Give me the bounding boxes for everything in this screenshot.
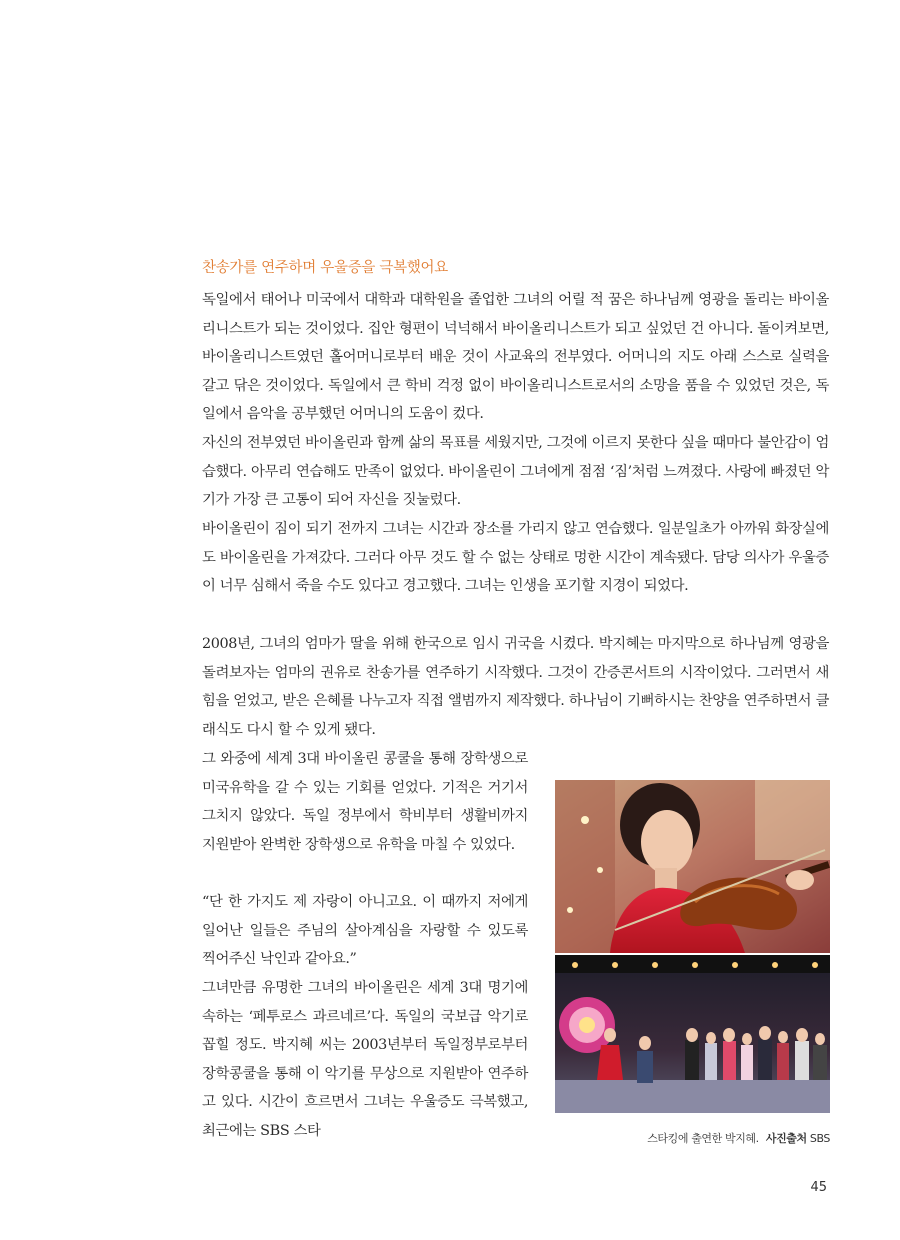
caption-credit-source: SBS bbox=[809, 1132, 830, 1145]
paragraph-3: 바이올린이 짐이 되기 전까지 그녀는 시간과 장소를 가리지 않고 연습했다. 일분일초가 아까워 화장실에도 바이올린을 가져갔다. 그러다 아무 것도 할 수 없는 상태로 멍한 시간이 계속됐다. 담당 의사가 우울증이 너무 심해서 죽을 수도 있다고 경고했다. 그녀는 인생을 포기할 지경이 되었다. bbox=[202, 521, 829, 595]
caption-credit-label: 사진출처 bbox=[765, 1132, 807, 1145]
paragraph-1: 독일에서 태어나 미국에서 대학과 대학원을 졸업한 그녀의 어릴 적 꿈은 하나님께 영광을 돌리는 바이올리니스트가 되는 것이었다. 집안 형편이 넉넉해서 바이올리니스트가 되고 싶었던 건 아니다. 돌이켜보면, 바이올리니스트였던 홀어머니로부터 배운 것이 사교육의 전부였다. 어머니의 지도 아래 스스로 실력을 갈고 닦은 것이었다. 독일에서 큰 학비 걱정 없이 바이올리니스트로서의 소망을 품을 수 있었던 것은, 독일에서 음악을 공부했던 어머니의 도움이 컸다. bbox=[202, 292, 829, 423]
paragraph-2: 자신의 전부였던 바이올린과 함께 삶의 목표를 세웠지만, 그것에 이르지 못한다 싶을 때마다 불안감이 엄습했다. 아무리 연습해도 만족이 없었다. 바이올린이 그녀에게 점점 ‘짐’처럼 느껴졌다. 사랑에 빠졌던 악기가 가장 큰 고통이 되어 자신을 짓눌렀다. bbox=[202, 435, 829, 509]
violinist-photo bbox=[555, 780, 830, 953]
paragraph-4: 2008년, 그녀의 엄마가 딸을 위해 한국으로 임시 귀국을 시켰다. 박지혜는 마지막으로 하나님께 영광을 돌려보자는 엄마의 권유로 찬송가를 연주하기 시작했다. 그것이 간증콘서트의 시작이었다. 그러면서 새 힘을 얻었고, 받은 은혜를 나누고자 직접 앨범까지 제작했다. 하나님이 기뻐하시는 찬양을 연주하면서 클래식도 다시 할 수 있게 됐다. bbox=[202, 636, 829, 738]
paragraph-6: 그녀만큼 유명한 그녀의 바이올린은 세계 3대 명기에 속하는 ‘페투로스 과르네르’다. 독일의 국보급 악기로 꼽힐 정도. 박지혜 씨는 2003년부터 독일정부로부터 장학콩쿨을 통해 이 악기를 무상으로 지원받아 연주하고 있다. 시간이 흐르면서 그녀는 우울증도 극복했고, 최근에는 SBS 스타 bbox=[202, 980, 528, 1139]
page-number: 45 bbox=[810, 1180, 827, 1195]
quote-paragraph: “단 한 가지도 제 자랑이 아니고요. 이 때까지 저에게 일어난 일들은 주님의 살아계심을 자랑할 수 있도록 찍어주신 낙인과 같아요.” bbox=[202, 894, 528, 968]
photo-caption bbox=[555, 1130, 830, 1146]
paragraph-5: 그 와중에 세계 3대 바이올린 콩쿨을 통해 장학생으로 미국유학을 갈 수 있는 기회를 얻었다. 기적은 거기서 그치지 않았다. 독일 정부에서 학비부터 생활비까지 지원받아 완벽한 장학생으로 유학을 마칠 수 있었다. bbox=[202, 751, 528, 853]
caption-text: 스타킹에 출연한 박지혜. bbox=[647, 1132, 759, 1145]
stage-photo bbox=[555, 955, 830, 1113]
section-heading: 찬송가를 연주하며 우울증을 극복했어요 bbox=[202, 260, 448, 276]
